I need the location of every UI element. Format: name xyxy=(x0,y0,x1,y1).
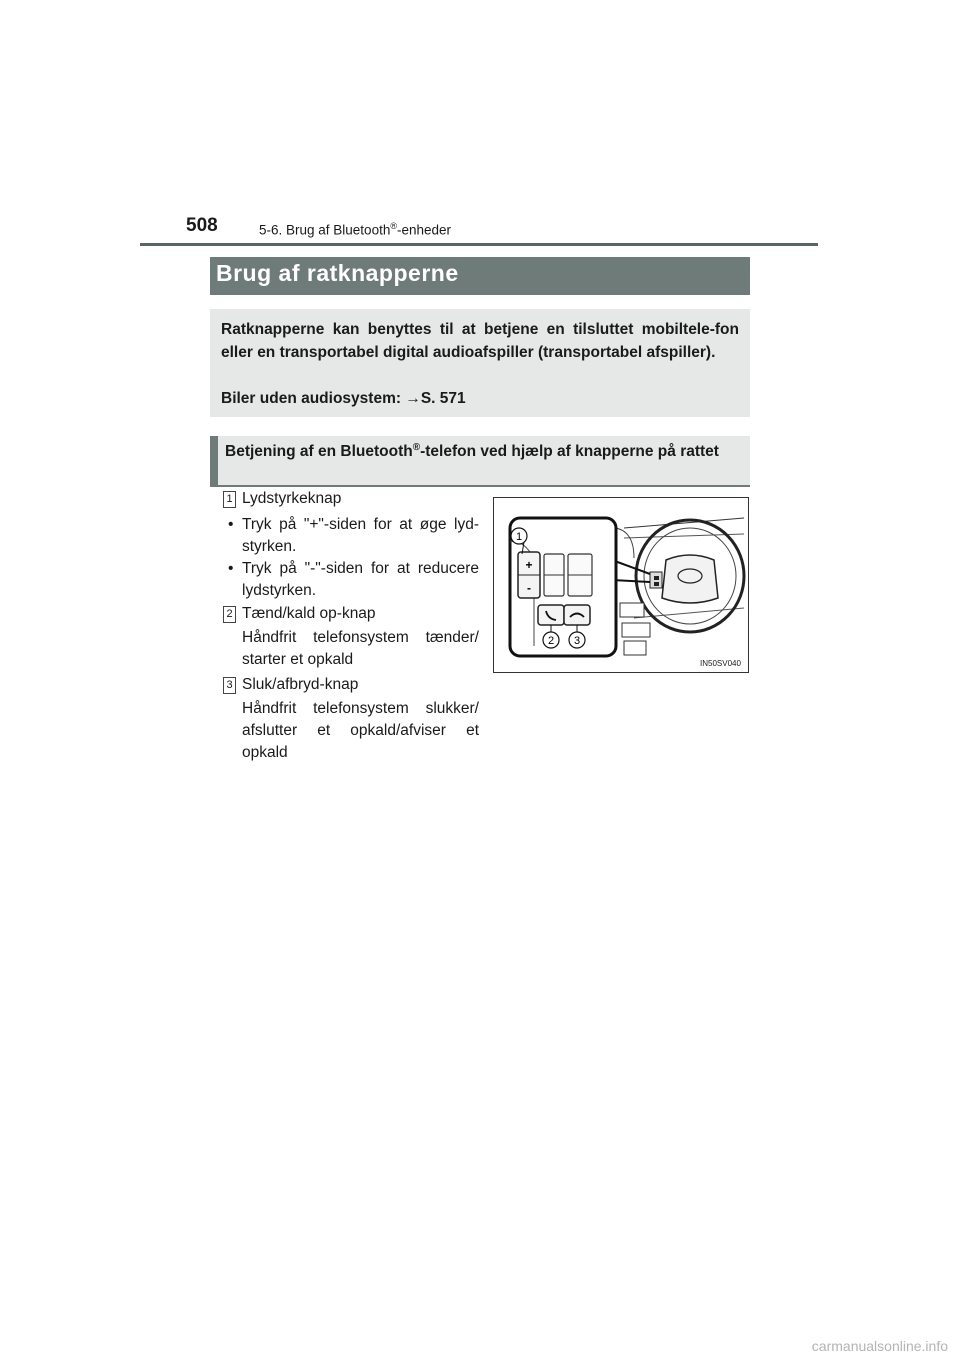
bullet-dot-icon: • xyxy=(228,516,234,533)
item-title-on-hook: Tænd/kald op-knap xyxy=(242,605,376,622)
header-divider xyxy=(140,243,818,246)
item-title-off-hook: Sluk/afbryd-knap xyxy=(242,676,359,693)
callout-2-label: 2 xyxy=(547,635,555,647)
subheading-accent-bar xyxy=(210,436,218,487)
watermark: carmanualsonline.info xyxy=(811,1338,948,1354)
page-title: Brug af ratknapperne xyxy=(216,260,459,286)
on-hook-button xyxy=(538,605,564,625)
bullet-volume-down: Tryk på "-"-siden for at reducere lydstyrken. xyxy=(242,560,479,599)
page-reference-link[interactable]: S. 571 xyxy=(420,390,466,407)
page-number: 508 xyxy=(186,215,218,236)
item-desc-on-hook: Håndfrit telefonsystem tænder/ starter et opkald xyxy=(242,629,479,668)
callout-3-label: 3 xyxy=(573,635,581,647)
steering-wheel-hub xyxy=(662,555,718,603)
section-label xyxy=(259,221,451,238)
item-number-2: 2 xyxy=(223,606,236,623)
callout-1-label: 1 xyxy=(515,531,523,543)
section-prefix: 5-6. Brug af Bluetooth xyxy=(259,222,391,238)
registered-mark: ® xyxy=(412,441,421,453)
subheading-part1: Betjening af en Bluetooth xyxy=(225,443,413,460)
steering-wheel-illustration xyxy=(494,498,749,673)
item-number-1: 1 xyxy=(223,491,236,508)
item-number-3: 3 xyxy=(223,677,236,694)
arrow-icon: → xyxy=(405,390,421,407)
off-hook-button xyxy=(564,605,590,625)
item-title-volume: Lydstyrkeknap xyxy=(242,490,342,507)
intro-text: Ratknapperne kan benyttes til at betjene en tilsluttet mobiltele-fon eller en transportabel digital audioafspiller (transportabel afspiller). xyxy=(221,321,739,361)
steering-wheel-figure xyxy=(493,497,749,673)
figure-caption: IN50SV040 xyxy=(700,659,741,668)
volume-down-label: - xyxy=(527,581,531,595)
intro-reference xyxy=(221,390,466,408)
volume-up-label: + xyxy=(525,558,533,572)
item-desc-off-hook: Håndfrit telefonsystem slukker/ afslutter et opkald/afviser et opkald xyxy=(242,700,479,761)
subheading-part2: -telefon ved hjælp af knapperne på rattet xyxy=(420,443,719,460)
intro-ref-label: Biler uden audiosystem: xyxy=(221,390,406,407)
registered-mark: ® xyxy=(390,221,397,231)
section-suffix: -enheder xyxy=(396,222,452,238)
bullet-dot-icon: • xyxy=(228,560,234,577)
bullet-volume-up: Tryk på "+"-siden for at øge lyd-styrken. xyxy=(242,516,479,555)
subheading xyxy=(225,441,742,463)
